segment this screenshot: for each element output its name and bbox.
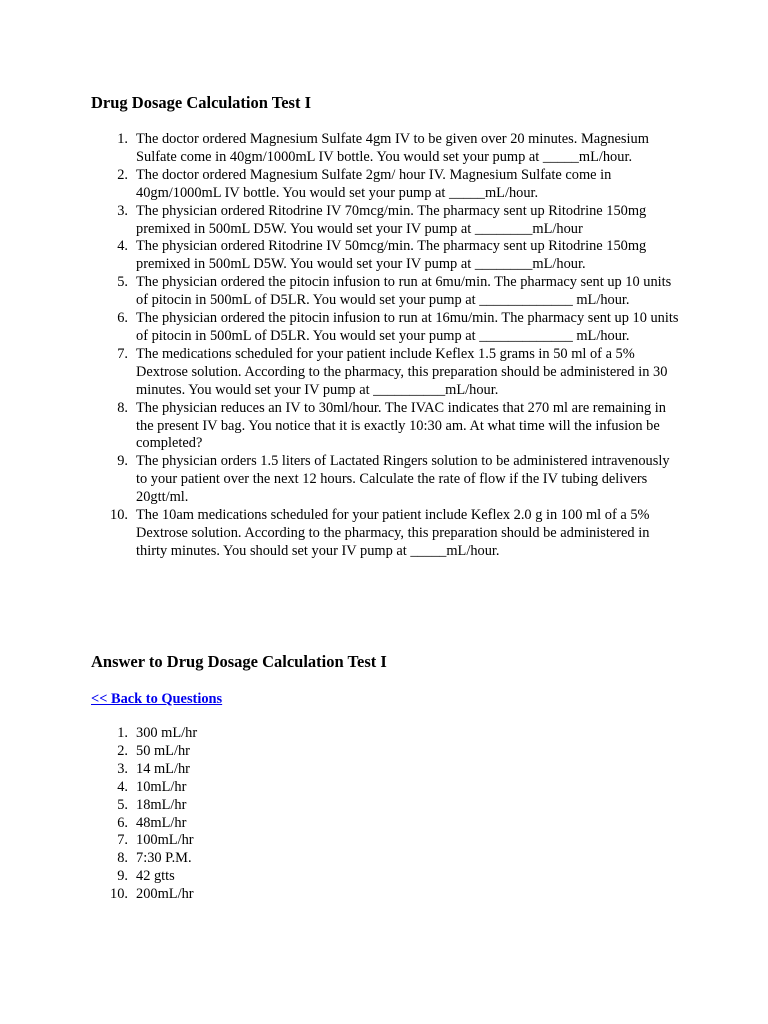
question-number: 3. [117, 202, 128, 219]
question-item [0, 310, 679, 346]
question-text: The medications scheduled for your patient include Keflex 1.5 grams in 50 ml of a 5% Dextrose solution. According to the pharmacy, this preparation should be administered in 30 minutes. You would set your IV pump at __________mL/hour. [136, 345, 668, 398]
answer-text: 300 mL/hr [136, 725, 198, 741]
answer-text: 200mL/hr [136, 886, 194, 903]
question-text: The 10am medications scheduled for your patient include Keflex 2.0 g in 100 ml of a 5% Dextrose solution. According to the pharmacy, this preparation should be administered in thirty minutes. You should set your IV pump at _____mL/hour. [136, 507, 650, 559]
question-item [0, 131, 679, 167]
answer-text: 100mL/hr [136, 832, 194, 849]
question-item [0, 238, 679, 274]
answer-item [0, 850, 197, 868]
question-number: 6. [117, 310, 128, 327]
answer-number: 6. [117, 814, 128, 831]
question-text: The doctor ordered Magnesium Sulfate 4gm IV to be given over 20 minutes. Magnesium Sulfate come in 40gm/1000mL IV bottle. You would set your pump at _____mL/hour. [136, 131, 649, 165]
question-list [0, 131, 768, 561]
answer-text: 14 mL/hr [136, 760, 190, 777]
question-item [0, 167, 679, 203]
question-item [0, 453, 679, 507]
answer-item [0, 761, 197, 779]
question-text: The physician ordered Ritodrine IV 70mcg/min. The pharmacy sent up Ritodrine 150mg premixed in 500mL D5W. You would set your IV pump at ________mL/hour [136, 202, 647, 237]
question-text: The physician orders 1.5 liters of Lactated Ringers solution to be administered intravenously to your patient over the next 12 hours. Calculate the rate of flow if the IV tubing delivers 20gtt/ml. [136, 453, 670, 506]
answer-item [0, 815, 197, 833]
answer-item [0, 779, 197, 797]
question-item [0, 507, 679, 561]
question-item [0, 203, 679, 239]
question-text: The physician ordered Ritodrine IV 50mcg/min. The pharmacy sent up Ritodrine 150mg premixed in 500mL D5W. You would set your IV pump at ________mL/hour. [136, 238, 647, 273]
answer-item [0, 743, 197, 761]
question-number: 2. [117, 166, 128, 183]
question-number: 1. [117, 131, 128, 147]
question-number: 10. [110, 507, 128, 524]
answer-item [0, 886, 197, 904]
question-item [0, 274, 679, 310]
question-item [0, 346, 679, 400]
question-number: 4. [117, 238, 128, 255]
answer-number: 7. [117, 832, 128, 849]
answer-list [0, 725, 197, 904]
question-text: The physician ordered the pitocin infusion to run at 6mu/min. The pharmacy sent up 10 units of pitocin in 500mL of D5LR. You would set your pump at _____________ mL/hour. [136, 274, 672, 309]
answer-text: 48mL/hr [136, 814, 187, 831]
answer-item [0, 797, 197, 815]
question-number: 7. [117, 345, 128, 362]
question-number: 5. [117, 274, 128, 291]
answer-text: 18mL/hr [136, 796, 187, 813]
answer-number: 9. [117, 868, 128, 885]
answer-number: 8. [117, 850, 128, 867]
answer-number: 4. [117, 778, 128, 795]
answer-item [0, 868, 197, 886]
back-to-questions-link[interactable]: << Back to Questions [91, 691, 223, 707]
answer-number: 5. [117, 796, 128, 813]
answer-text: 42 gtts [136, 868, 175, 885]
question-number: 9. [117, 453, 128, 470]
answer-text: 50 mL/hr [136, 742, 190, 759]
question-text: The physician ordered the pitocin infusion to run at 16mu/min. The pharmacy sent up 10 units of pitocin in 500mL of D5LR. You would set your pump at _____________ mL/hour. [136, 310, 679, 344]
question-number: 8. [117, 399, 128, 416]
question-item [0, 400, 679, 454]
answer-number: 1. [117, 725, 128, 741]
answer-text: 7:30 P.M. [136, 850, 192, 867]
answer-item [0, 725, 197, 743]
test-title: Drug Dosage Calculation Test I [91, 93, 312, 112]
question-text: The doctor ordered Magnesium Sulfate 2gm/ hour IV. Magnesium Sulfate come in 40gm/1000mL IV bottle. You would set your pump at _____mL/hour. [136, 166, 612, 201]
answer-text: 10mL/hr [136, 778, 187, 795]
answer-number: 3. [117, 760, 128, 777]
answer-item [0, 832, 197, 850]
answer-number: 2. [117, 742, 128, 759]
question-text: The physician reduces an IV to 30ml/hour. The IVAC indicates that 270 ml are remaining in the present IV bag. You notice that it is exactly 10:30 am. At what time will the infusion be completed? [136, 399, 666, 452]
answer-number: 10. [110, 886, 128, 903]
answers-title: Answer to Drug Dosage Calculation Test I [91, 652, 387, 671]
